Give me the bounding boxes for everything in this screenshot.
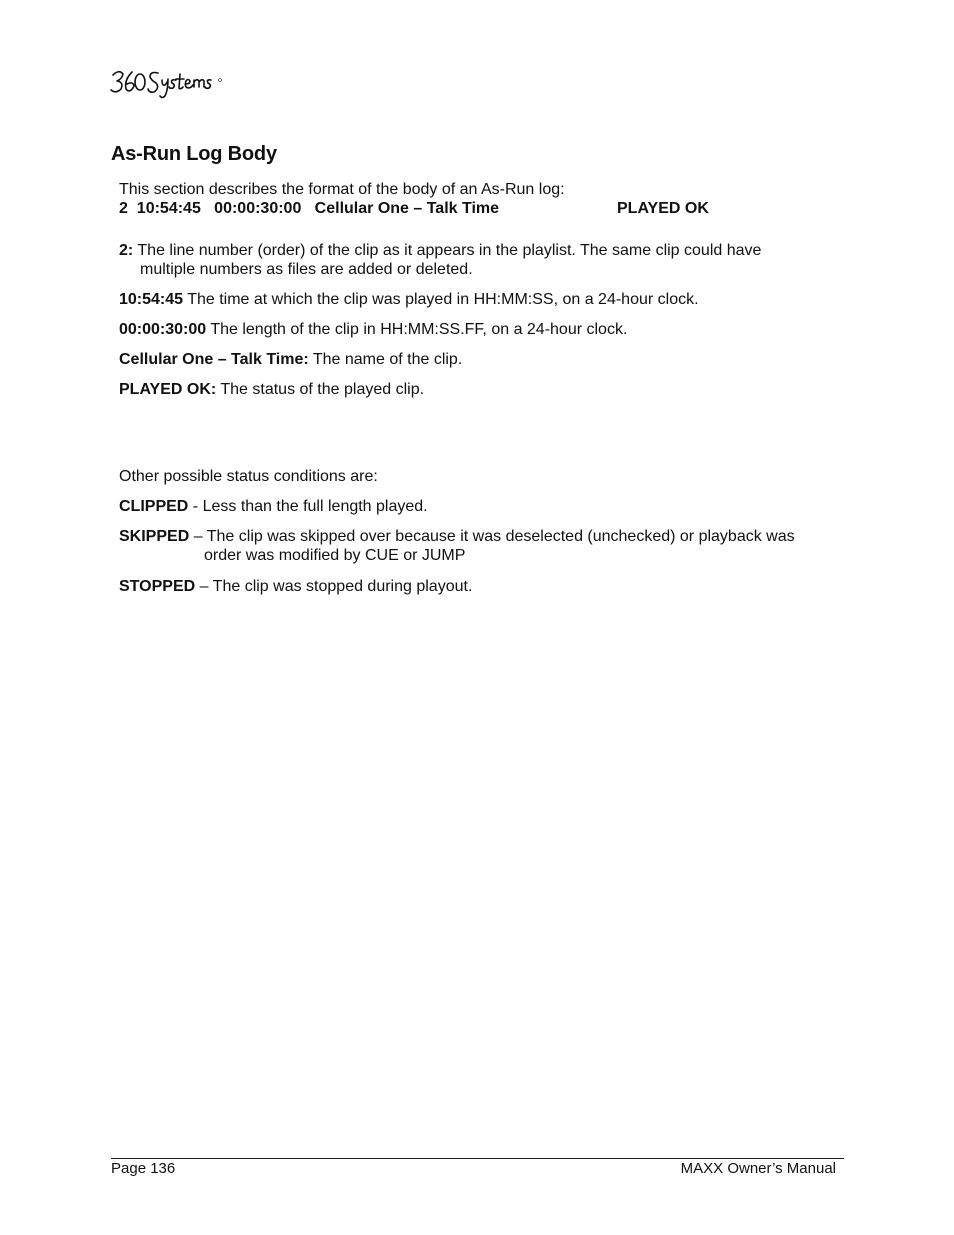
section-title: As-Run Log Body (111, 143, 277, 165)
status-intro-text: Other possible status conditions are: (119, 468, 378, 485)
definition-text: The name of the clip. (312, 351, 463, 368)
status-clipped (119, 497, 428, 516)
definition-line-number (119, 241, 761, 279)
definition-continuation: multiple numbers as files are added or deleted. (140, 261, 473, 278)
definition-length (119, 320, 627, 339)
status-text: – The clip was skipped over because it was deselected (unchecked) or playback was (193, 528, 795, 545)
360-systems-logo-icon (110, 66, 226, 100)
status-text: - Less than the full length played. (192, 498, 428, 515)
definition-text: The status of the played clip. (220, 381, 425, 398)
definition-term: Cellular One – Talk Time: (119, 351, 309, 368)
definition-term: 10:54:45 (119, 291, 184, 308)
intro-text: This section describes the format of the body of an As-Run log: (119, 181, 565, 198)
status-continuation: order was modified by CUE or JUMP (204, 547, 466, 564)
status-text: – The clip was stopped during playout. (199, 578, 473, 595)
definition-status (119, 380, 424, 399)
status-skipped (119, 527, 795, 565)
footer-divider (111, 1158, 844, 1159)
format-example-line (119, 200, 739, 219)
status-stopped (119, 577, 472, 596)
format-status: PLAYED OK (617, 200, 709, 217)
page-number: Page 136 (111, 1160, 176, 1177)
definition-time (119, 290, 699, 309)
definition-clip-name (119, 350, 462, 369)
definition-text: The line number (order) of the clip as it appears in the playlist. The same clip could have (137, 242, 762, 259)
manual-title: MAXX Owner’s Manual (680, 1160, 836, 1177)
status-term: SKIPPED (119, 528, 190, 545)
definition-text: The length of the clip in HH:MM:SS.FF, on a 24-hour clock. (210, 321, 628, 338)
format-fields: 2 10:54:45 00:00:30:00 Cellular One – Talk Time (119, 200, 500, 217)
definition-term: 00:00:30:00 (119, 321, 207, 338)
status-term: STOPPED (119, 578, 196, 595)
definition-text: The time at which the clip was played in HH:MM:SS, on a 24-hour clock. (187, 291, 699, 308)
definition-term: 2: (119, 242, 134, 259)
definition-term: PLAYED OK: (119, 381, 217, 398)
status-term: CLIPPED (119, 498, 189, 515)
